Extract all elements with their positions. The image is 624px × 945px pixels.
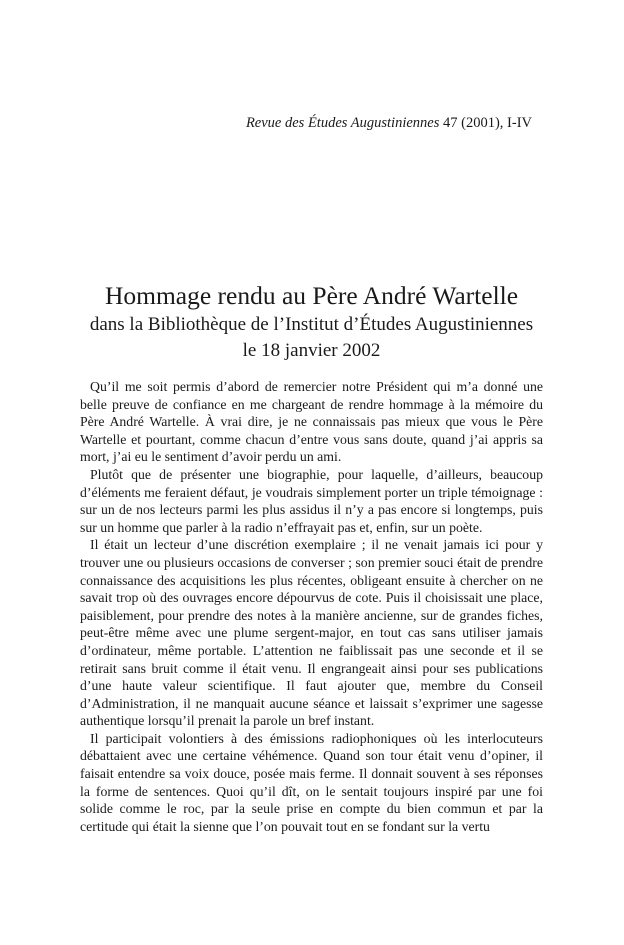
subtitle-line-1: dans la Bibliothèque de l’Institut d’Études Augustiniennes — [89, 314, 534, 335]
journal-citation: 47 (2001), I-IV — [443, 115, 532, 131]
paragraph: Plutôt que de présenter une biographie, pour laquelle, d’ailleurs, beaucoup d’éléments me feraient défaut, je voudrais simplement porter un triple témoignage : sur un de nos lecteurs parmi les plus assidus il n’y a pas encore si longtemps, puis sur un homme que parler à la radio n’effrayait pas et, enfin, sur un poète. — [80, 466, 543, 535]
article-body — [80, 378, 543, 835]
paragraph: Qu’il me soit permis d’abord de remercier notre Président qui m’a donné une belle preuve de confiance en me chargeant de rendre hommage à la mémoire du Père André Wartelle. À vrai dire, je ne connaissais pas mieux que vous le Père Wartelle et pourtant, comme chacun d’entre vous sans doute, quand j’ai appris sa mort, j’ai eu le sentiment d’avoir perdu un ami. — [80, 379, 543, 465]
page-title: Hommage rendu au Père André Wartelle — [104, 281, 519, 310]
paragraph: Il était un lecteur d’une discrétion exemplaire ; il ne venait jamais ici pour y trouver une ou plusieurs occasions de converser ; son premier souci était de prendre connaissance des acquisitions les plus récentes, obligeant ensuite à chercher on ne savait trop où des ouvrages encore dépourvus de cote. Puis il choisissait une place, paisiblement, pour prendre des notes à la manière ancienne, sur de grandes fiches, peut-être même avec une plume sergent-major, en tout cas sans utiliser jamais d’ordinateur, même portable. L’attention ne faiblissait pas une seconde et il se retirait sans bruit comme il était venu. Il engrangeait ainsi pour ses publications d’une haute valeur scientifique. Il faut ajouter que, membre du Conseil d’Administration, il ne manquait aucune séance et laissait s’exprimer une sagesse authentique lorsqu’il prenait la parole un bref instant. — [80, 537, 543, 729]
journal-header — [246, 115, 532, 132]
journal-name: Revue des Études Augustiniennes — [245, 115, 440, 131]
subtitle-line-2: le 18 janvier 2002 — [242, 340, 381, 361]
paragraph: Il participait volontiers à des émissions radiophoniques où les interlocuteurs débattaient avec une certaine véhémence. Quand son tour était venu d’opiner, il faisait entendre sa voix douce, posée mais ferme. Il donnait souvent à ses réponses la forme de sentences. Quoi qu’il dît, on le sentait toujours inspiré par une foi solide comme le roc, par la seule prise en compte du bien commun et par la certitude qui était la sienne que l’on pouvait tout en se fondant sur la vertu — [80, 730, 543, 834]
title-block — [80, 280, 543, 364]
